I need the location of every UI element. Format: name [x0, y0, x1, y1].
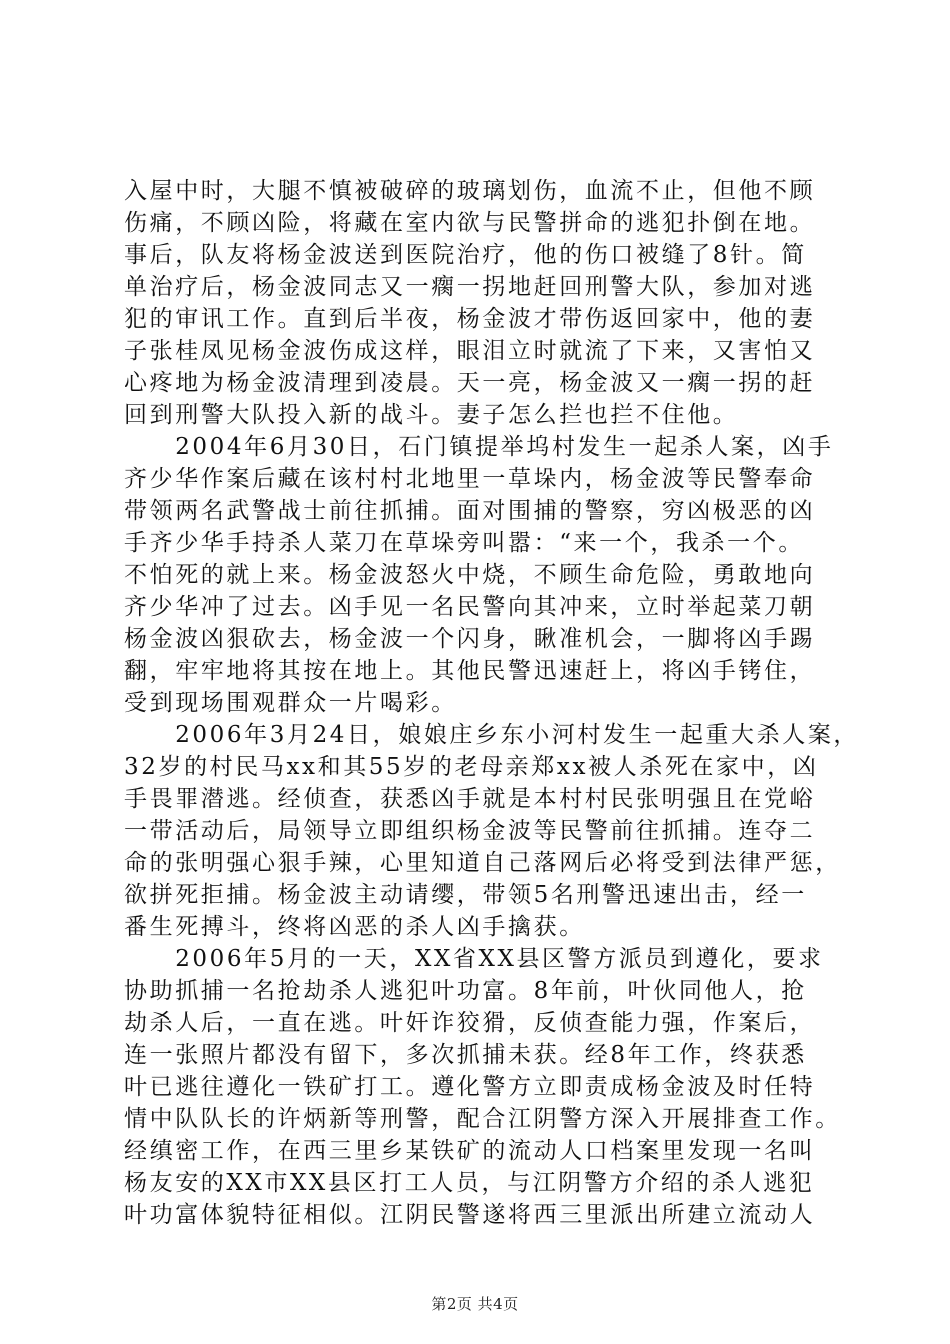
text-line: 齐少华冲了过去。凶手见一名民警向其冲来，立时举起菜刀朝 — [124, 594, 816, 620]
text-line: 伤痛，不顾凶险，将藏在室内欲与民警拼命的逃犯扑倒在地。 — [124, 210, 816, 236]
text-line: 回到刑警大队投入新的战斗。妻子怎么拦也拦不住他。 — [124, 402, 739, 428]
text-line: 情中队队长的许炳新等刑警，配合江阴警方深入开展排查工作。 — [124, 1106, 841, 1132]
text-line: 单治疗后，杨金波同志又一瘸一拐地赶回刑警大队，参加对逃 — [124, 274, 816, 300]
text-line: 2004年6月30日，石门镇提举坞村发生一起杀人案，凶手 — [124, 434, 834, 460]
text-line: 心疼地为杨金波清理到凌晨。天一亮，杨金波又一瘸一拐的赶 — [124, 370, 816, 396]
text-line: 翻，牢牢地将其按在地上。其他民警迅速赶上，将凶手铐住， — [124, 658, 816, 684]
text-line: 受到现场围观群众一片喝彩。 — [124, 690, 457, 716]
text-line: 2006年5月的一天，XX省XX县区警方派员到遵化，要求 — [124, 946, 824, 972]
text-line: 2006年3月24日，娘娘庄乡东小河村发生一起重大杀人案， — [124, 722, 860, 748]
text-line: 一带活动后，局领导立即组织杨金波等民警前往抓捕。连夺二 — [124, 818, 816, 844]
text-line: 32岁的村民马xx和其55岁的老母亲郑xx被人杀死在家中，凶 — [124, 754, 819, 780]
text-line: 杨友安的XX市XX县区打工人员，与江阴警方介绍的杀人逃犯 — [124, 1170, 815, 1196]
text-line: 手畏罪潜逃。经侦查，获悉凶手就是本村村民张明强且在党峪 — [124, 786, 816, 812]
text-line: 欲拼死拒捕。杨金波主动请缨，带领5名刑警迅速出击，经一 — [124, 882, 807, 908]
text-line: 连一张照片都没有留下，多次抓捕未获。经8年工作，终获悉 — [124, 1042, 807, 1068]
text-line: 不怕死的就上来。杨金波怒火中烧，不顾生命危险，勇敢地向 — [124, 562, 816, 588]
text-line: 手齐少华手持杀人菜刀在草垛旁叫嚣：“来一个，我杀一个。 — [124, 530, 804, 556]
page-number-footer: 第2页 共4页 — [431, 1295, 519, 1313]
text-line: 齐少华作案后藏在该村村北地里一草垛内，杨金波等民警奉命 — [124, 466, 816, 492]
text-line: 经缜密工作，在西三里乡某铁矿的流动人口档案里发现一名叫 — [124, 1138, 816, 1164]
text-line: 叶功富体貌特征相似。江阴民警遂将西三里派出所建立流动人 — [124, 1202, 816, 1228]
text-line: 劫杀人后，一直在逃。叶奸诈狡猾，反侦查能力强，作案后， — [124, 1010, 816, 1036]
text-line: 事后，队友将杨金波送到医院治疗，他的伤口被缝了8针。简 — [124, 242, 807, 268]
text-line: 子张桂凤见杨金波伤成这样，眼泪立时就流了下来，又害怕又 — [124, 338, 816, 364]
text-line: 命的张明强心狠手辣，心里知道自己落网后必将受到法律严惩， — [124, 850, 841, 876]
text-line: 犯的审讯工作。直到后半夜，杨金波才带伤返回家中，他的妻 — [124, 306, 816, 332]
text-line: 番生死搏斗，终将凶恶的杀人凶手擒获。 — [124, 914, 585, 940]
text-line: 杨金波凶狠砍去，杨金波一个闪身，瞅准机会，一脚将凶手踢 — [124, 626, 816, 652]
text-line: 带领两名武警战士前往抓捕。面对围捕的警察，穷凶极恶的凶 — [124, 498, 816, 524]
text-line: 入屋中时，大腿不慎被破碎的玻璃划伤，血流不止，但他不顾 — [124, 178, 816, 204]
text-line: 叶已逃往遵化一铁矿打工。遵化警方立即责成杨金波及时任特 — [124, 1074, 816, 1100]
text-line: 协助抓捕一名抢劫杀人逃犯叶功富。8年前，叶伙同他人，抢 — [124, 978, 807, 1004]
